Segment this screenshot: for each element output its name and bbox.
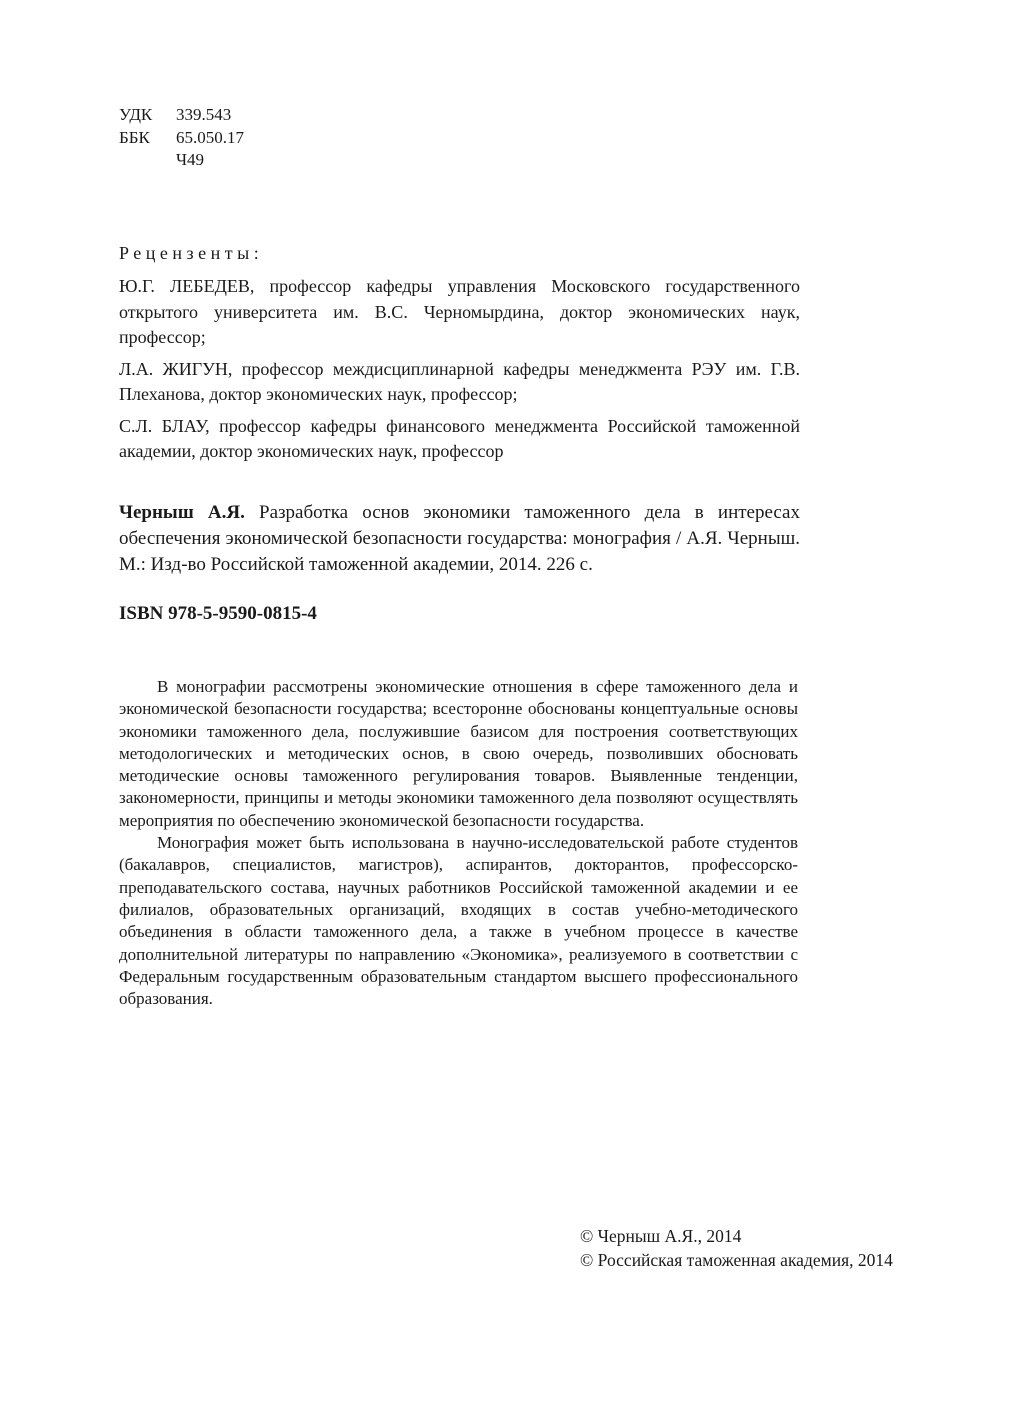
abstract-paragraph: В монографии рассмотрены экономические отношения в сфере таможенного дела и экономической безопасности государства; всесторонне обоснованы концептуальные основы экономики таможенного дела, послужившие базисом для построения соответствующих методологических и методических основ, в свою очередь, позволивших обосновать методические основы таможенного регулирования товаров. Выявленные тенденции, закономерности, принципы и методы экономики таможенного дела позволяют осуществлять мероприятия по обеспечению экономической безопасности государства. — [119, 677, 798, 830]
copyright-block — [580, 1224, 893, 1272]
udk-row — [119, 104, 244, 127]
udk-value: 339.543 — [176, 105, 232, 124]
reviewer-entry: С.Л. БЛАУ, профессор кафедры финансового менеджмента Российской таможенной академии, доктор экономических наук, профессор — [119, 415, 800, 461]
copyright-line: © Черныш А.Я., 2014 — [580, 1226, 742, 1246]
reviewers-block — [119, 241, 800, 471]
abstract-paragraph: Монография может быть использована в научно-исследовательской работе студентов (бакалавров, специалистов, магистров), аспирантов, докторантов, профессорско-преподавательского состава, научных работников Российской таможенной академии и ее филиалов, образовательных организаций, входящих в состав учебно-методического объединения в области таможенного дела, а также в учебном процессе в качестве дополнительной литературы по направлению «Экономика», реализуемого в соответствии с Федеральным государственным образовательным стандартом высшего профессионального образования. — [119, 833, 798, 1009]
bbk-row — [119, 127, 244, 150]
bbk-label: ББК — [119, 127, 150, 147]
udk-label: УДК — [119, 105, 153, 124]
isbn: ISBN 978-5-9590-0815-4 — [119, 603, 317, 624]
citation-text: Разработка основ экономики таможенного дела в интересах обеспечения экономической безопасности государства: монография / А.Я. Черныш. М.: Изд-во Российской таможенной академии, 2014. 226 с. — [119, 502, 800, 575]
author-mark-row — [119, 149, 244, 172]
classification-block — [119, 104, 244, 172]
reviewer-entry: Ю.Г. ЛЕБЕДЕВ, профессор кафедры управления Московского государственного открытого университета им. В.С. Черномырдина, доктор экономических наук, профессор; — [119, 276, 800, 347]
bibliographic-citation — [119, 500, 800, 578]
copyright-line: © Российская таможенная академия, 2014 — [580, 1250, 893, 1270]
citation-author: Черныш А.Я. — [119, 502, 245, 523]
author-mark: Ч49 — [176, 150, 205, 169]
reviewers-heading: Рецензенты: — [119, 243, 264, 263]
reviewer-entry: Л.А. ЖИГУН, профессор междисциплинарной кафедры менеджмента РЭУ им. Г.В. Плеханова, доктор экономических наук, профессор; — [119, 358, 800, 404]
abstract-block — [119, 676, 798, 1010]
bbk-value: 65.050.17 — [176, 127, 244, 147]
